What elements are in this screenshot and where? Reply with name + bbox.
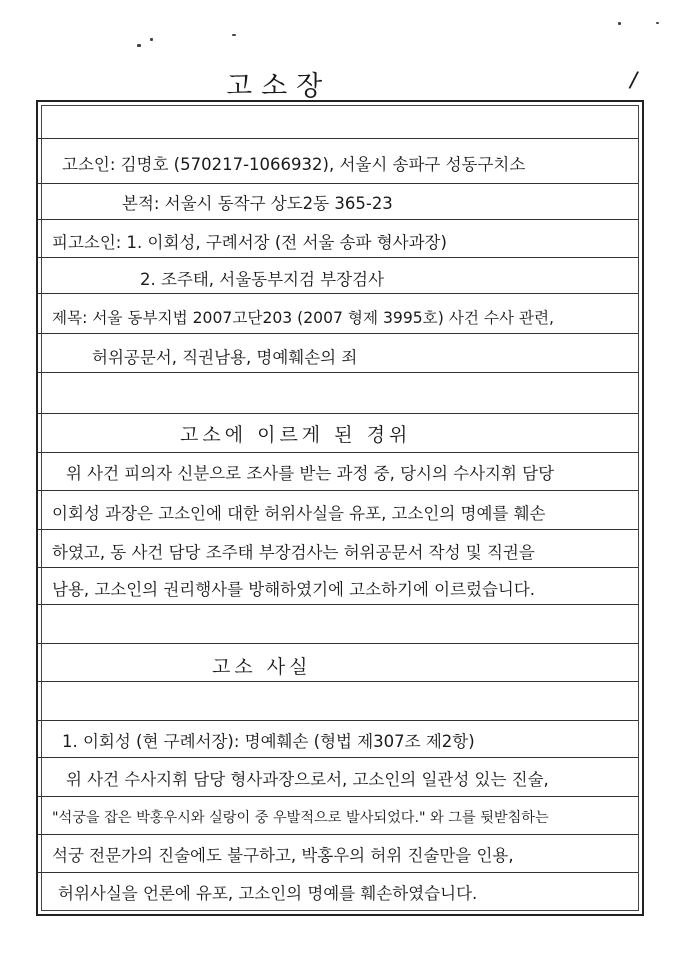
ruled-line [38,681,638,682]
ruled-line [38,834,638,835]
ruled-line [38,567,638,568]
paragraph-line: 위 사건 수사지휘 담당 형사과장으로서, 고소인의 일관성 있는 진술, [66,770,549,789]
subject-line-1: 제목: 서울 동부지법 2007고단203 (2007 형제 3995호) 사건 수사 관련, [52,309,555,327]
ruled-line [38,372,638,373]
complainant-line: 고소인: 김명호 (570217-1066932), 서울시 송파구 성동구치소 [62,155,526,174]
section-heading: 고소에 이르게 된 경위 [180,424,412,446]
scan-speck [232,34,236,36]
ruled-line [38,293,638,294]
ruled-line [38,413,638,414]
ruled-line [38,183,638,184]
ruled-line [38,604,638,605]
ruled-line [38,257,638,258]
ruled-line [38,757,638,758]
scan-speck [137,44,141,47]
ruled-line [38,490,638,491]
scan-speck [656,22,659,24]
paragraph-line: 석궁 전문가의 진술에도 불구하고, 박홍우의 허위 진술만을 인용, [52,846,514,865]
accused-line-2: 2. 조주태, 서울동부지검 부장검사 [140,270,384,289]
scan-speck [618,22,621,25]
ruled-line [38,643,638,644]
ruled-line [38,333,638,334]
document-title: 고소장 [226,71,332,102]
ruled-line [38,720,638,721]
ruled-line [38,529,638,530]
ruled-line [38,219,638,220]
section-heading: 고소 사실 [212,656,312,678]
scan-speck [150,38,153,41]
ruled-line [38,796,638,797]
paragraph-line: 이회성 과장은 고소인에 대한 허위사실을 유포, 고소인의 명예를 훼손 [52,504,546,523]
paragraph-line: 허위사실을 언론에 유포, 고소인의 명예를 훼손하였습니다. [58,884,478,903]
domicile-line: 본적: 서울시 동작구 상도2동 365-23 [122,194,393,213]
subject-line-2: 허위공문서, 직권남용, 명예훼손의 죄 [92,348,358,367]
ruled-line [38,872,638,873]
paragraph-line: 하였고, 동 사건 담당 조주태 부장검사는 허위공문서 작성 및 직권을 [52,543,535,562]
paragraph-line: 1. 이회성 (현 구례서장): 명예훼손 (형법 제307조 제2항) [62,732,475,751]
page-number: / [627,67,640,94]
paragraph-line: 위 사건 피의자 신분으로 조사를 받는 과정 중, 당시의 수사지휘 담당 [66,464,555,483]
paragraph-line: 남용, 고소인의 권리행사를 방해하였기에 고소하기에 이르렀습니다. [52,580,536,599]
paragraph-line: "석궁을 잡은 박홍우시와 실랑이 중 우발적으로 발사되었다." 와 그를 뒷받침하는 [52,810,549,826]
ruled-line [38,138,638,139]
ruled-line [38,452,638,453]
accused-line-1: 피고소인: 1. 이회성, 구례서장 (전 서울 송파 형사과장) [52,233,447,252]
